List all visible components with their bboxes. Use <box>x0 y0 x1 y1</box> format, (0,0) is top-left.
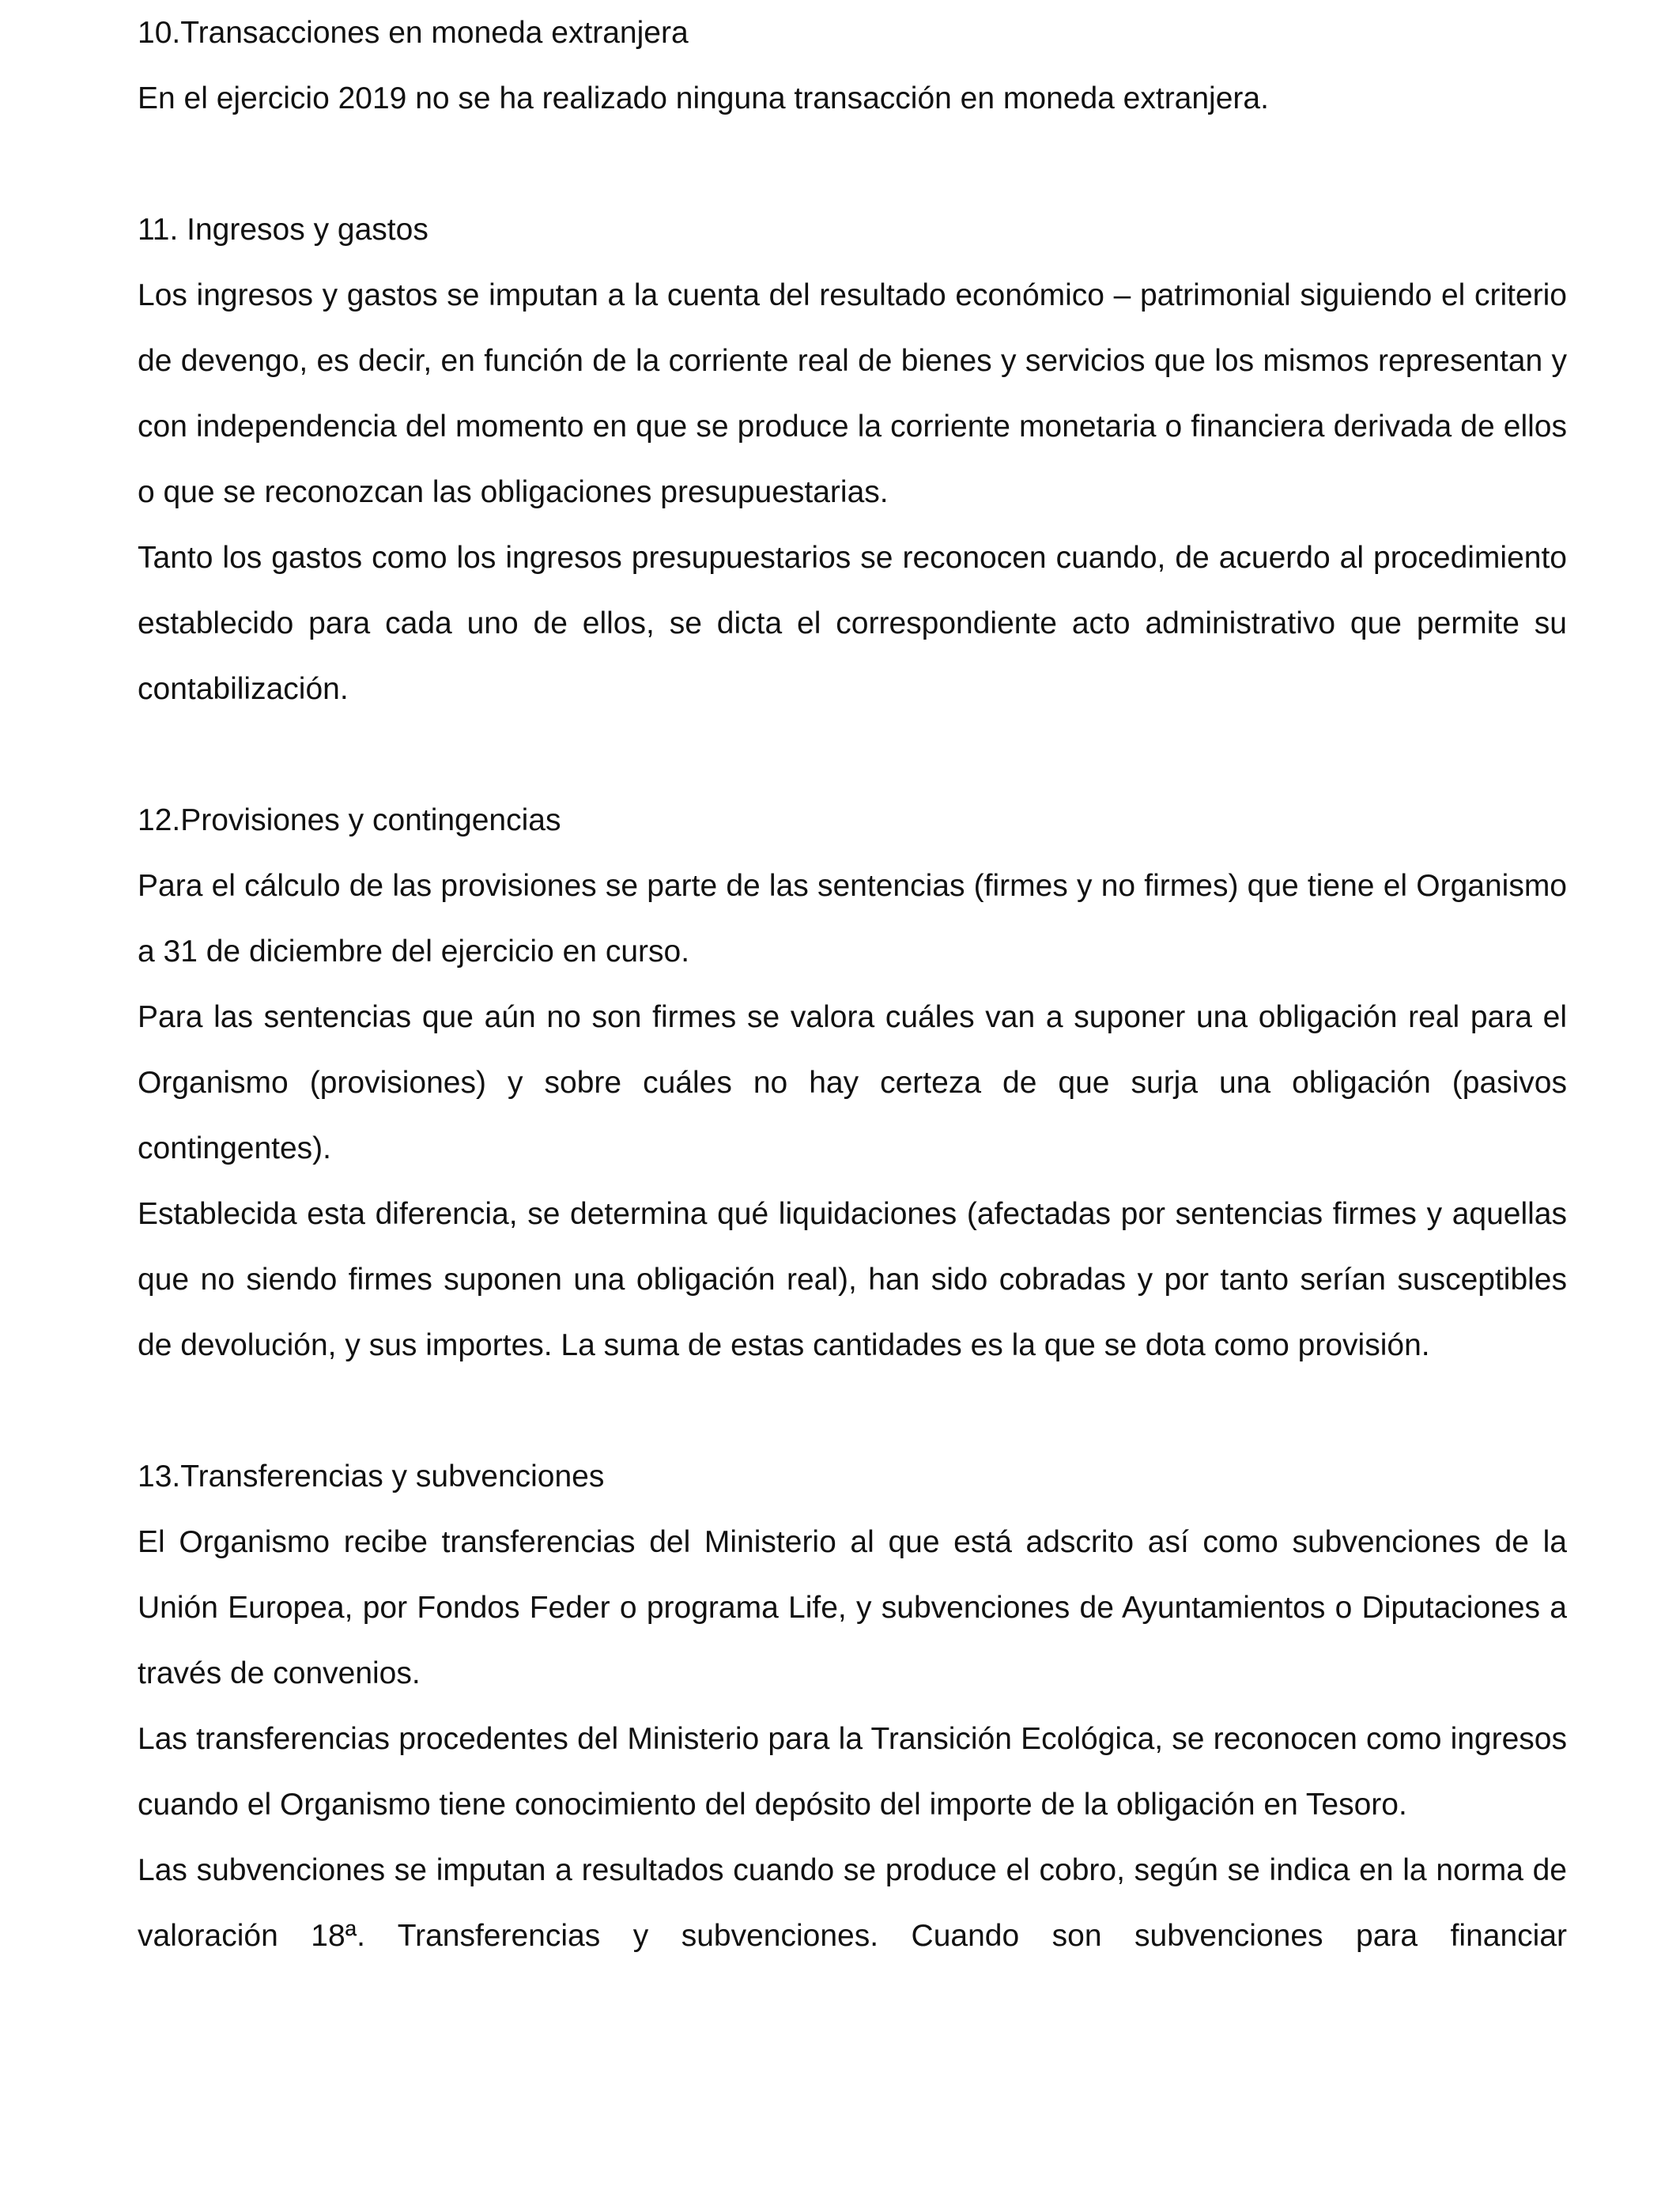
section-heading: 12.Provisiones y contingencias <box>138 803 561 837</box>
section-paragraph: Los ingresos y gastos se imputan a la cuenta del resultado económico – patrimonial siguiendo el criterio de devengo, es decir, en función de la corriente real de bienes y servicios que los mismos representan y con independencia del momento en que se produce la corriente monetaria o financiera derivada de ellos o que se reconozcan las obligaciones presupuestarias. <box>138 278 1567 509</box>
section-heading: 10.Transacciones en moneda extranjera <box>138 16 689 50</box>
section-foreign-currency <box>138 0 1567 131</box>
document-page <box>138 0 1567 1969</box>
section-heading: 11. Ingresos y gastos <box>138 213 428 247</box>
section-paragraph: Tanto los gastos como los ingresos presupuestarios se reconocen cuando, de acuerdo al procedimiento establecido para cada uno de ellos, se dicta el correspondiente acto administrativo que permite su contabilización. <box>138 541 1567 706</box>
section-paragraph: Para el cálculo de las provisiones se parte de las sentencias (firmes y no firmes) que tiene el Organismo a 31 de diciembre del ejercicio en curso. <box>138 869 1567 969</box>
section-transfers-subsidies <box>138 1444 1567 1969</box>
section-paragraph: El Organismo recibe transferencias del Ministerio al que está adscrito así como subvenciones de la Unión Europea, por Fondos Feder o programa Life, y subvenciones de Ayuntamientos o Diputaciones a través de convenios. <box>138 1525 1567 1690</box>
section-provisions <box>138 787 1567 1378</box>
section-income-expenses <box>138 197 1567 722</box>
section-paragraph: Las transferencias procedentes del Ministerio para la Transición Ecológica, se reconocen como ingresos cuando el Organismo tiene conocimiento del depósito del importe de la obligación en Tesoro. <box>138 1722 1567 1822</box>
section-paragraph: Establecida esta diferencia, se determina qué liquidaciones (afectadas por sentencias firmes y aquellas que no siendo firmes suponen una obligación real), han sido cobradas y por tanto serían susceptibles de devolución, y sus importes. La suma de estas cantidades es la que se dota como provisión. <box>138 1197 1567 1362</box>
section-paragraph: Para las sentencias que aún no son firmes se valora cuáles van a suponer una obligación real para el Organismo (provisiones) y sobre cuáles no hay certeza de que surja una obligación (pasivos contingentes). <box>138 1000 1567 1165</box>
section-paragraph: Las subvenciones se imputan a resultados cuando se produce el cobro, según se indica en la norma de valoración 18ª. Transferencias y subvenciones. Cuando son subvenciones para financiar <box>138 1853 1567 1953</box>
section-heading: 13.Transferencias y subvenciones <box>138 1460 605 1494</box>
section-paragraph: En el ejercicio 2019 no se ha realizado ninguna transacción en moneda extranjera. <box>138 81 1269 115</box>
